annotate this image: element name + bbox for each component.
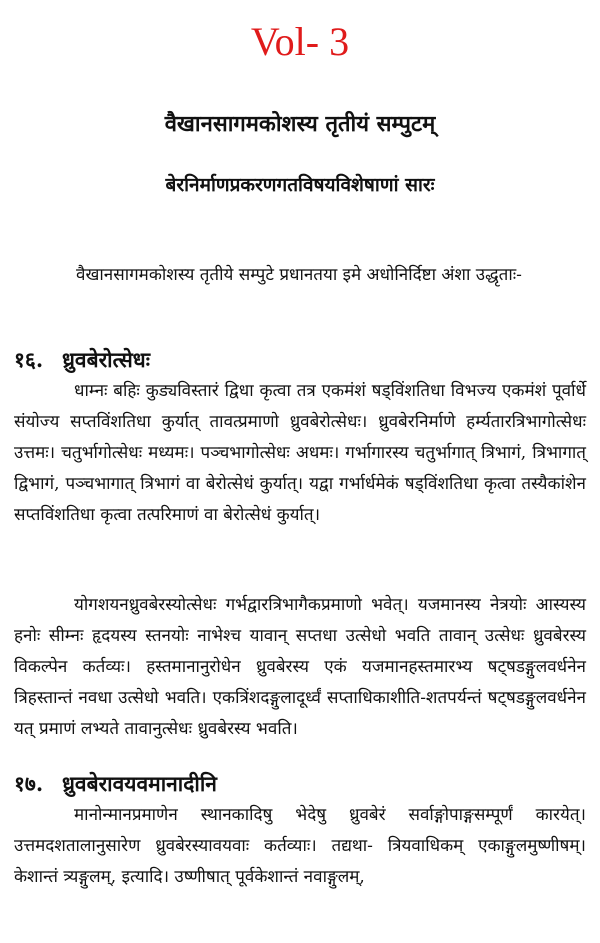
volume-label: Vol- 3 xyxy=(250,19,350,64)
section-title: ध्रुवबेरोत्सेधः xyxy=(62,347,150,372)
section-heading-16 xyxy=(14,346,594,374)
section-heading-17 xyxy=(14,770,594,798)
section-number: १६. xyxy=(14,347,44,372)
paragraph: मानोन्मानप्रमाणेन स्थानकादिषु भेदेषु ध्रुवबेरं सर्वाङ्गोपाङ्गसम्पूर्णं कारयेत्। उत्तमदशतालानुसारेण ध्रुवबेरस्यावयवाः कर्तव्याः। तद्यथा- त्रियवाधिकम् एकाङ्गुलमुष्णीषम्। केशान्तं त्र्यङ्गुलम्, इत्यादि। उष्णीषात् पूर्वकेशान्तं नवाङ्गुलम्, xyxy=(14,805,586,887)
intro-paragraph: वैखानसागमकोशस्य तृतीये सम्पुटे प्रधानतया इमे अधोनिर्दिष्टा अंशा उद्धृताः- xyxy=(76,265,522,285)
paragraph: धाम्नः बहिः कुड्यविस्तारं द्विधा कृत्वा तत्र एकमंशं षड्विंशतिधा विभज्य एकमंशं पूर्वार्धे संयोज्य सप्तविंशतिधा कुर्यात् तावत्प्रमाणो ध्रुवबेरोत्सेधः। ध्रुवबेरनिर्माणे हर्म्यतारत्रिभागोत्सेधः उत्तमः। चतुर्भागोत्सेधः मध्यमः। पञ्चभागोत्सेधः अधमः। गर्भागारस्य चतुर्भागात् त्रिभागं, त्रिभागात् द्विभागं, पञ्चभागात् त्रिभागं वा बेरोत्सेधं कुर्यात्। यद्वा गर्भार्धमेकं षड्विंशतिधा कृत्वा तस्यैकांशेन सप्तविंशतिधा कृत्वा तत्परिमाणं वा बेरोत्सेधं कुर्यात्। xyxy=(14,381,586,525)
page-subtitle: बेरनिर्माणप्रकरणगतविषयविशेषाणां सारः xyxy=(165,174,435,196)
page-title: वैखानसागमकोशस्य तृतीयं सम्पुटम् xyxy=(164,111,436,137)
section-number: १७. xyxy=(14,771,44,796)
section-title: ध्रुवबेरावयवमानादीनि xyxy=(62,771,217,796)
paragraph: योगशयनध्रुवबेरस्योत्सेधः गर्भद्वारत्रिभागैकप्रमाणो भवेत्। यजमानस्य नेत्रयोः आस्यस्य हनोः सीम्नः हृदयस्य स्तनयोः नाभेश्च यावान् सप्तधा उत्सेधो भवति तावान् उत्सेधः ध्रुवबेरस्य विकल्पेन कर्तव्यः। हस्तमानानुरोधेन ध्रुवबेरस्य एकं यजमानहस्तमारभ्य षट्षडङ्गुलवर्धनेन त्रिहस्तान्तं नवधा उत्सेधो भवति। एकत्रिंशदङ्गुलादूर्ध्वं सप्ताधिकाशीति-शतपर्यन्तं षट्षडङ्गुलवर्धनेन यत् प्रमाणं लभ्यते तावानुत्सेधः ध्रुवबेरस्य भवति। xyxy=(14,595,586,739)
